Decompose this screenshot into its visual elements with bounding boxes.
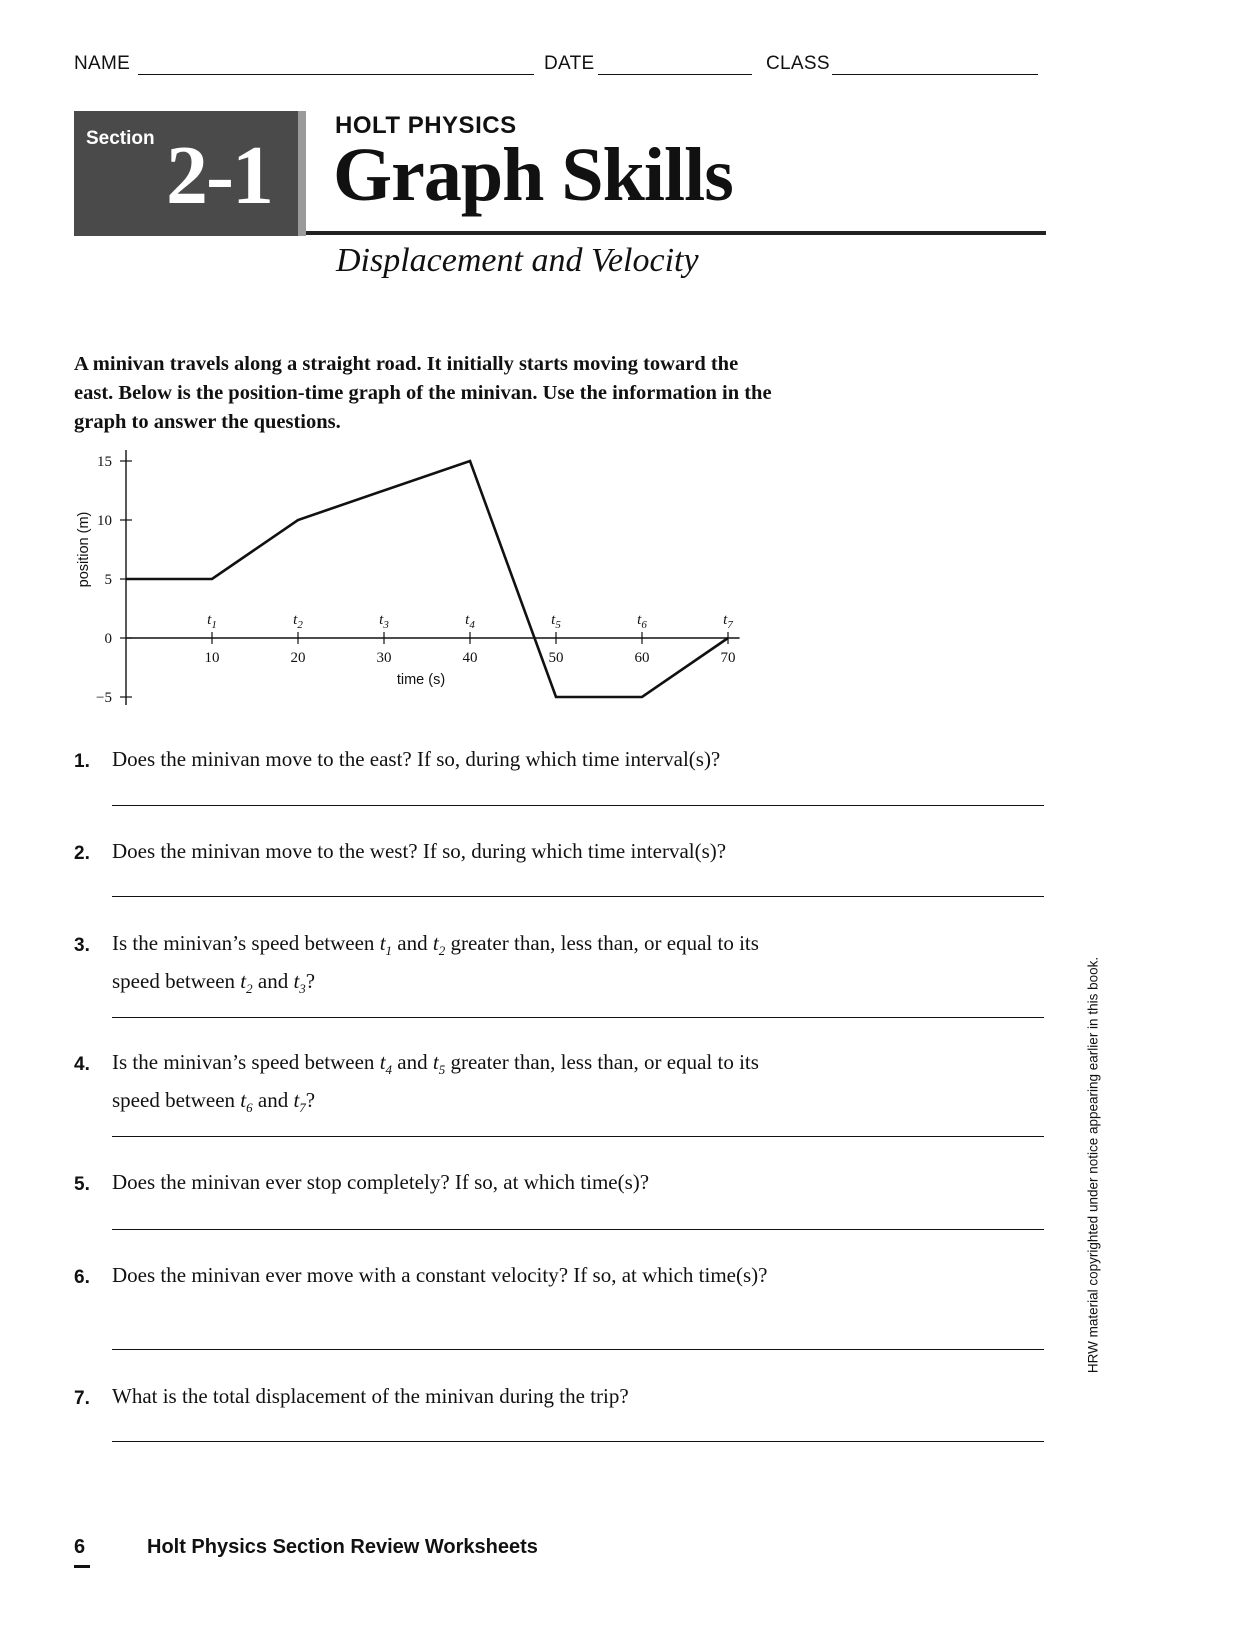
question-number: 5. [74,1174,90,1195]
time-marker-label: $t_6$ [637,612,647,631]
time-marker-label: $t_4$ [465,612,475,631]
section-badge-shade [298,111,306,236]
answer-line[interactable] [112,1229,1044,1230]
time-variable: $t_5$ [432,1050,446,1078]
time-variable: $t_2$ [240,969,253,997]
question-number: 1. [74,751,90,772]
publisher: HOLT PHYSICS [335,112,517,139]
section-number: 2-1 [166,129,272,222]
answer-line[interactable] [112,896,1044,897]
question-text: Does the minivan move to the west? If so, during which time interval(s)? [112,839,727,863]
name-field[interactable] [138,74,534,75]
y-tick-label: 0 [104,631,112,647]
x-tick-label: 40 [462,650,478,666]
book-title: Holt Physics Section Review Worksheets [147,1536,538,1558]
y-tick-label: 5 [104,572,112,588]
time-variable: $t_6$ [240,1088,253,1116]
answer-line[interactable] [112,1136,1044,1137]
position-time-graph [60,450,760,740]
time-variable: $t_1$ [379,931,393,959]
page-number: 6 [74,1536,86,1558]
time-marker-label: $t_5$ [551,612,561,631]
x-axis-label: time (s) [396,672,446,688]
time-variable: $t_3$ [293,969,306,997]
time-marker-label: $t_7$ [723,612,733,631]
answer-line[interactable] [112,1349,1044,1350]
title-rule [306,231,1046,235]
y-tick-label: 10 [97,513,112,529]
time-marker-label: $t_3$ [379,612,389,631]
answer-line[interactable] [112,1441,1044,1442]
date-label: DATE [544,53,595,74]
x-tick-label: 20 [290,650,306,666]
answer-line[interactable] [112,1017,1044,1018]
question-number: 7. [74,1388,90,1409]
question-text: What is the total displacement of the minivan during the trip? [112,1384,629,1408]
x-tick-label: 70 [720,650,736,666]
time-variable: $t_4$ [379,1050,393,1078]
question-text: Does the minivan ever move with a constant velocity? If so, at which time(s)? [112,1263,768,1287]
class-label: CLASS [766,53,830,74]
question-text: Does the minivan move to the east? If so, during which time interval(s)? [112,747,721,771]
intro-text: A minivan travels along a straight road. It initially starts moving toward the east. Below is the position-time graph of the minivan. Use the information in the graph to answer the questions. [74,353,772,433]
y-tick-label: −5 [96,690,112,706]
time-variable: $t_2$ [432,931,446,959]
x-tick-label: 60 [634,650,650,666]
page-title: Graph Skills [333,133,733,217]
x-tick-label: 50 [548,650,564,666]
section-word: Section [86,128,155,149]
answer-line[interactable] [112,805,1044,806]
question-number: 2. [74,843,90,864]
x-tick-label: 10 [204,650,220,666]
name-label: NAME [74,53,131,74]
question-number: 3. [74,935,90,956]
question-text: Is the minivan’s speed between $t_4$ and $t_5$ greater than, less than, or equal to its speed between $t_6$ and $t_7$? [112,1050,759,1116]
question-number: 4. [74,1054,90,1075]
date-field[interactable] [598,74,752,75]
question-number: 6. [74,1267,90,1288]
time-marker-label: $t_2$ [293,612,303,631]
time-marker-label: $t_1$ [207,612,217,631]
copyright-notice: HRW material copyrighted under notice appearing earlier in this book. [1085,956,1101,1374]
page-subtitle: Displacement and Velocity [336,242,699,279]
class-field[interactable] [832,74,1038,75]
time-variable: $t_7$ [293,1088,306,1116]
question-text: Does the minivan ever stop completely? If so, at which time(s)? [112,1170,650,1194]
x-tick-label: 30 [376,650,392,666]
y-axis-label: position (m) [76,511,92,588]
y-tick-label: 15 [97,454,112,470]
page-number-underline [74,1565,90,1568]
question-text: Is the minivan’s speed between $t_1$ and $t_2$ greater than, less than, or equal to its speed between $t_2$ and $t_3$? [112,931,759,997]
